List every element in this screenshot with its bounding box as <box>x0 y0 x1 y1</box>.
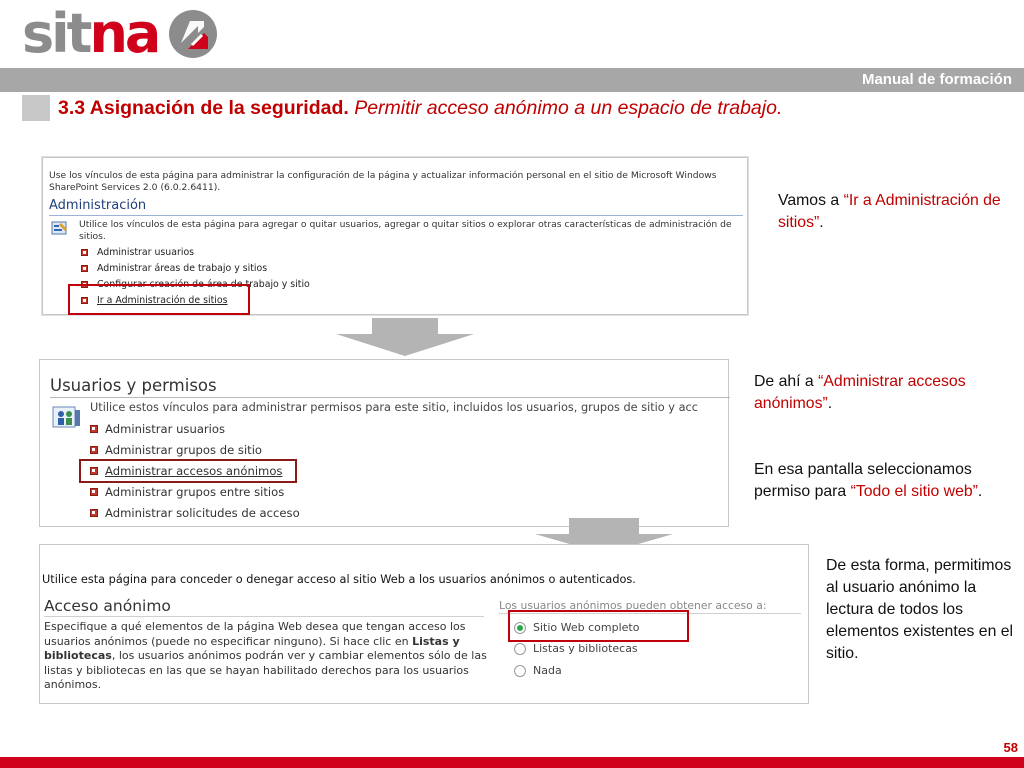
note-highlight: “Todo el sitio web” <box>850 483 978 500</box>
note-highlight: “Ir a Administración de sitios” <box>778 192 1001 231</box>
admin-tools-icon <box>51 220 69 236</box>
panel1-description-line1: Use los vínculos de esta página para administrar la configuración de la página y actualizar información personal en el sitio de Microsoft Windows <box>49 170 717 181</box>
bullet-icon <box>81 249 88 256</box>
panel1-heading: Administración <box>49 198 147 213</box>
screenshot-usuarios-permisos <box>39 359 729 527</box>
note-conclusion: De esta forma, permitimos al usuario anónimo la lectura de todos los elementos existentes en el sitio. <box>826 557 1014 662</box>
link-text: Administrar usuarios <box>97 246 195 258</box>
panel2-subtext: Utilice estos vínculos para administrar permisos para este sitio, incluidos los usuarios, grupos de sitio y acc <box>90 401 698 414</box>
title-marker <box>22 95 50 121</box>
note-seleccionar-permiso <box>754 459 994 503</box>
note-text-end: . <box>819 214 824 231</box>
slide-title-bold: 3.3 Asignación de la seguridad. <box>58 97 349 119</box>
users-permissions-icon <box>52 404 82 430</box>
note-text: En esa pantalla seleccionamos permiso para <box>754 461 972 500</box>
radio-icon[interactable] <box>514 665 526 677</box>
radio-icon[interactable] <box>514 643 526 655</box>
radio-listas-bibliotecas[interactable] <box>514 642 638 655</box>
bullet-icon <box>90 488 98 496</box>
link-text: Administrar grupos entre sitios <box>105 484 285 499</box>
bullet-icon <box>90 509 98 517</box>
down-arrow-icon <box>336 318 474 356</box>
highlight-box-sitio-web-completo <box>508 610 689 642</box>
note-text: De ahí a <box>754 373 819 390</box>
link-text: Configurar creación de área de trabajo y sitio <box>97 278 310 290</box>
panel3-top-text: Utilice esta página para conceder o denegar acceso al sitio Web a los usuarios anónimos o autenticados. <box>42 573 636 586</box>
screenshot-administracion <box>42 157 748 315</box>
bullet-icon <box>90 425 98 433</box>
note-administrar-accesos <box>754 371 994 415</box>
slide-title <box>58 97 782 120</box>
logo-text-sit: sit <box>22 2 90 65</box>
link-administrar-solicitudes[interactable] <box>90 502 300 523</box>
panel1-description <box>49 170 739 194</box>
sitna-arrow-mark-icon <box>168 9 218 59</box>
link-text: Administrar solicitudes de acceso <box>105 505 300 520</box>
link-administrar-usuarios[interactable] <box>90 418 300 439</box>
link-text: Ir a Administración de sitios <box>97 294 228 306</box>
panel3-desc-part2: , los usuarios anónimos podrán ver y cambiar elementos sólo de las listas y bibliotecas en las que se hayan habilitado derechos para los usuarios anónimos. <box>44 649 487 691</box>
link-text: Administrar grupos de sitio <box>105 442 263 457</box>
radio-label: Sitio Web completo <box>533 621 640 634</box>
link-administrar-usuarios[interactable] <box>81 244 310 260</box>
panel3-desc-part1: Especifique a qué elementos de la página Web desea que tengan acceso los usuarios anónimos (puede no especificar ninguno). Si hace clic en <box>44 620 466 648</box>
radio-label: Listas y bibliotecas <box>533 642 638 655</box>
note-text: Vamos a <box>778 192 844 209</box>
bullet-icon <box>90 446 98 454</box>
page-number: 58 <box>1003 740 1018 755</box>
link-text: Administrar usuarios <box>105 421 226 436</box>
bullet-icon <box>81 265 88 272</box>
header-band <box>0 68 1024 92</box>
panel2-heading: Usuarios y permisos <box>50 376 217 395</box>
link-administrar-grupos-sitio[interactable] <box>90 439 300 460</box>
panel1-description-line2: SharePoint Services 2.0 (6.0.2.6411). <box>49 182 221 193</box>
panel3-heading: Acceso anónimo <box>44 597 171 615</box>
panel3-desc-bold: Listas y bibliotecas <box>44 634 460 662</box>
highlight-box-ir-administracion <box>68 284 250 315</box>
slide-title-italic: Permitir acceso anónimo a un espacio de trabajo. <box>354 97 783 119</box>
note-text-end: . <box>827 395 833 412</box>
radio-nada[interactable] <box>514 664 562 677</box>
link-administrar-areas[interactable] <box>81 260 310 276</box>
logo-text-na: na <box>89 2 159 65</box>
link-text: Administrar accesos anónimos <box>105 463 283 478</box>
panel1-subtext: Utilice los vínculos de esta página para agregar o quitar usuarios, agregar o quitar sitios o explorar otras características de administración de sitios. <box>79 219 732 242</box>
panel3-divider <box>44 616 484 617</box>
manual-label: Manual de formación <box>861 71 1012 88</box>
highlight-box-accesos-anonimos <box>79 459 297 483</box>
sitna-logo <box>22 2 218 65</box>
screenshot-acceso-anonimo <box>39 544 809 704</box>
note-ir-administracion <box>778 190 1008 234</box>
link-text: Administrar áreas de trabajo y sitios <box>97 262 268 274</box>
radio-label: Nada <box>533 664 562 677</box>
panel3-description <box>44 620 492 693</box>
logo-text <box>22 2 159 65</box>
note-text-end: . <box>977 483 983 500</box>
footer-band <box>0 757 1024 768</box>
options-heading: Los usuarios anónimos pueden obtener acceso a: <box>499 599 767 612</box>
panel1-divider <box>49 215 743 216</box>
note-highlight: “Administrar accesos anónimos” <box>754 373 966 412</box>
panel2-divider <box>50 397 730 398</box>
link-administrar-grupos-entre-sitios[interactable] <box>90 481 300 502</box>
